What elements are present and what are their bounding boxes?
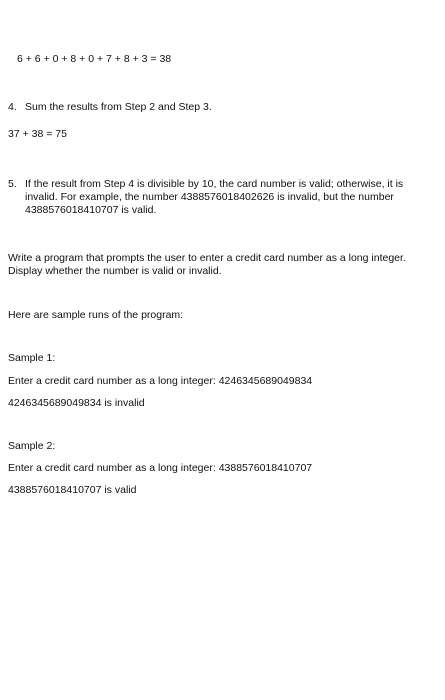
sample-label: Sample 2: [8,440,56,452]
task-line: Display whether the number is valid or invalid. [8,265,222,277]
task-line: Write a program that prompts the user to enter a credit card number as a long integer. [8,252,406,264]
sample-intro: Here are sample runs of the program: [8,309,184,321]
sample-result: 4246345689049834 is invalid [8,397,145,409]
sample-result: 4388576018410707 is valid [8,484,137,496]
step4-number: 4. [8,101,17,113]
step5-line: invalid. For example, the number 4388576018402626 is invalid, but the number [25,191,394,203]
step4-calculation: 37 + 38 = 75 [8,128,67,140]
sample-label: Sample 1: [8,352,56,364]
step5-line: If the result from Step 4 is divisible by 10, the card number is valid; otherwise, it is [25,178,404,190]
step3-calculation: 6 + 6 + 0 + 8 + 0 + 7 + 8 + 3 = 38 [17,53,172,65]
step5-number: 5. [8,178,17,190]
sample-prompt: Enter a credit card number as a long integer: 4246345689049834 [8,375,313,387]
step4-text: Sum the results from Step 2 and Step 3. [25,101,212,113]
step5-line: 4388576018410707 is valid. [25,204,157,216]
sample-prompt: Enter a credit card number as a long integer: 4388576018410707 [8,462,313,474]
